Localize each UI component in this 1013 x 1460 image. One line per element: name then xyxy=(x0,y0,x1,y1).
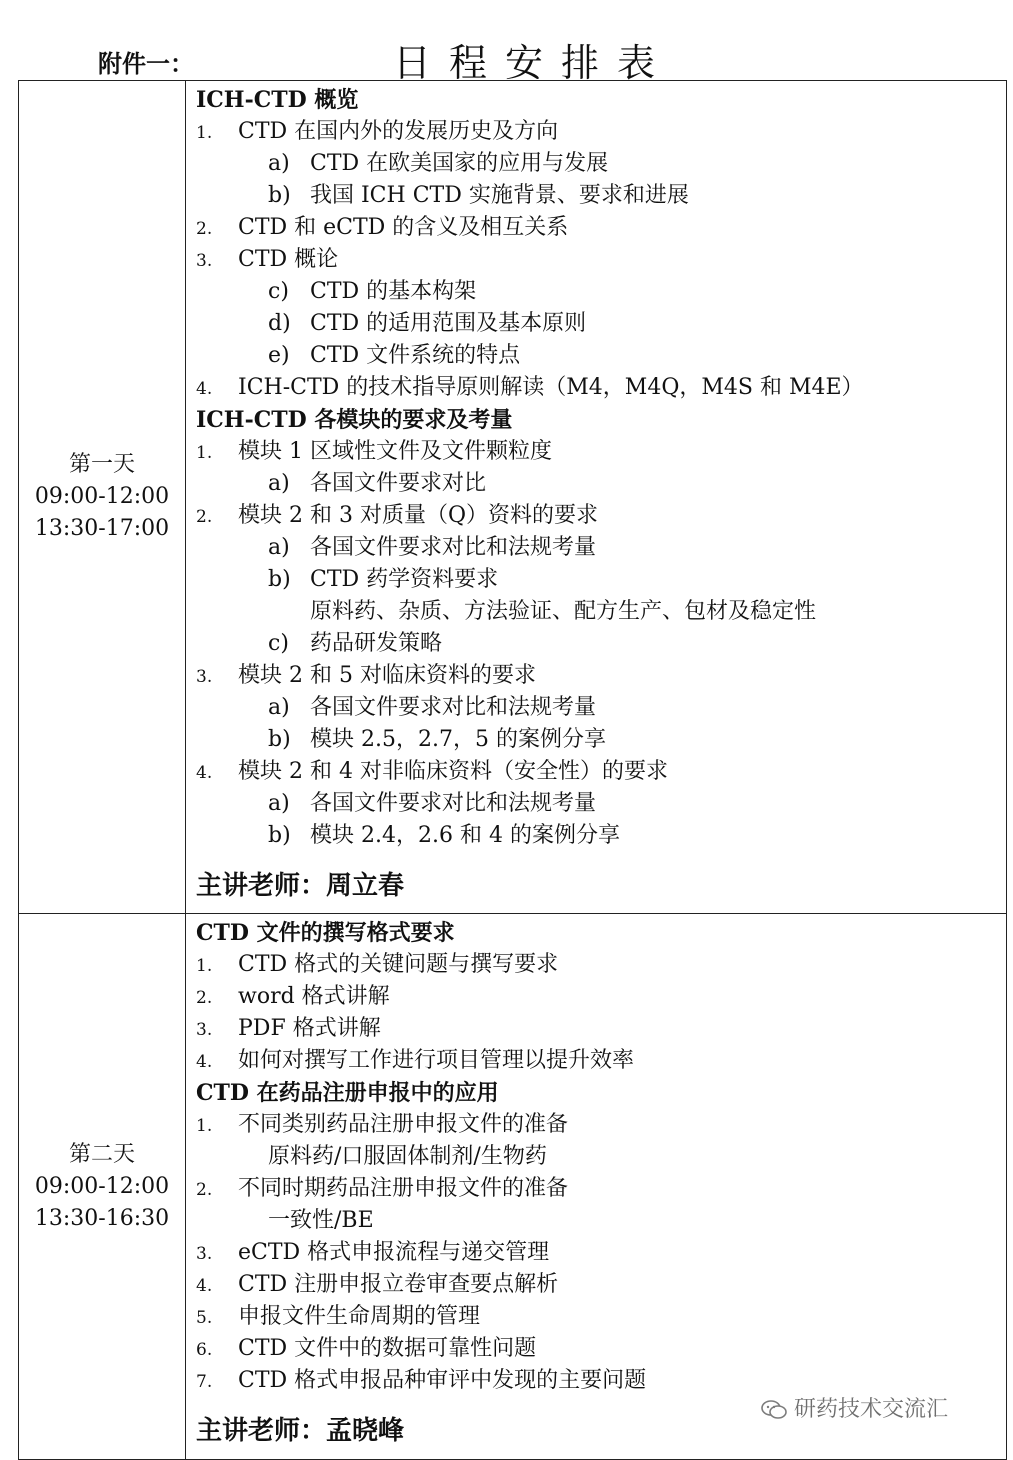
agenda-item xyxy=(196,1237,1006,1269)
agenda-item xyxy=(196,724,1006,756)
time-range: 13:30-16:30 xyxy=(34,1205,170,1231)
agenda-item xyxy=(196,1205,1006,1237)
time-range: 13:30-17:00 xyxy=(34,516,170,541)
item-number: 2. xyxy=(196,1180,213,1200)
item-letter: b) xyxy=(268,567,291,592)
agenda-cell xyxy=(186,81,1007,914)
agenda-item xyxy=(196,468,1006,500)
section-heading xyxy=(196,84,1006,116)
item-number: 2. xyxy=(196,988,213,1008)
item-letter: b) xyxy=(268,823,291,848)
agenda-item xyxy=(196,340,1006,372)
item-text: CTD 格式申报品种审评中发现的主要问题 xyxy=(238,1368,647,1393)
item-text: ICH-CTD 的技术指导原则解读（M4，M4Q，M4S 和 M4E） xyxy=(238,375,864,400)
item-text: 我国 ICH CTD 实施背景、要求和进展 xyxy=(310,183,689,208)
item-letter: a) xyxy=(268,535,290,560)
agenda-item xyxy=(196,692,1006,724)
agenda-list xyxy=(196,917,1006,1397)
schedule-table xyxy=(18,80,1007,1460)
item-text: 模块 2 和 3 对质量（Q）资料的要求 xyxy=(238,503,599,528)
item-number: 2. xyxy=(196,507,213,527)
item-text: CTD 概论 xyxy=(238,247,339,272)
agenda-item xyxy=(196,436,1006,468)
agenda-item xyxy=(196,628,1006,660)
item-letter: a) xyxy=(268,151,290,176)
teacher-label: 主讲老师：周立春 xyxy=(196,871,405,901)
item-number: 1. xyxy=(196,123,213,143)
item-text: CTD 在欧美国家的应用与发展 xyxy=(310,151,609,176)
item-number: 4. xyxy=(196,1276,213,1296)
item-number: 4. xyxy=(196,379,213,399)
watermark-text: 研药技术交流汇 xyxy=(794,1397,949,1422)
item-number: 7. xyxy=(196,1372,213,1392)
item-letter: a) xyxy=(268,791,290,816)
item-text: 模块 1 区域性文件及文件颗粒度 xyxy=(238,439,552,464)
item-number: 4. xyxy=(196,763,213,783)
agenda-item xyxy=(196,116,1006,148)
section-heading xyxy=(196,404,1006,436)
agenda-item xyxy=(196,756,1006,788)
agenda-item xyxy=(196,564,1006,596)
agenda-item xyxy=(196,532,1006,564)
page-title: 日程安排表 xyxy=(393,41,674,85)
item-text: 申报文件生命周期的管理 xyxy=(238,1304,481,1329)
agenda-item xyxy=(196,148,1006,180)
agenda-item xyxy=(196,212,1006,244)
section-heading xyxy=(196,1077,1006,1109)
time-range: 09:00-12:00 xyxy=(34,484,170,509)
item-number: 2. xyxy=(196,219,213,239)
time-range: 09:00-12:00 xyxy=(34,1173,170,1199)
item-text: word 格式讲解 xyxy=(238,984,390,1009)
item-text: CTD 和 eCTD 的含义及相互关系 xyxy=(238,215,569,240)
item-text: PDF 格式讲解 xyxy=(238,1016,381,1041)
item-text: 模块 2 和 4 对非临床资料（安全性）的要求 xyxy=(238,759,668,784)
item-text: CTD 药学资料要求 xyxy=(310,567,499,592)
item-text: ICH-CTD 概览 xyxy=(196,87,359,113)
item-number: 1. xyxy=(196,956,213,976)
watermark xyxy=(760,1392,948,1423)
item-text: CTD 的适用范围及基本原则 xyxy=(310,311,587,336)
item-number: 3. xyxy=(196,1020,213,1040)
attachment-label: 附件一： xyxy=(98,49,194,78)
item-number: 1. xyxy=(196,1116,213,1136)
item-number: 5. xyxy=(196,1308,213,1328)
agenda-item xyxy=(196,276,1006,308)
item-letter: a) xyxy=(268,695,290,720)
agenda-cell xyxy=(186,914,1007,1460)
item-letter: a) xyxy=(268,471,290,496)
agenda-item xyxy=(196,1013,1006,1045)
agenda-item xyxy=(196,788,1006,820)
item-text: 各国文件要求对比和法规考量 xyxy=(310,695,597,720)
agenda-item xyxy=(196,244,1006,276)
wechat-icon xyxy=(760,1399,788,1421)
item-text: CTD 注册申报立卷审查要点解析 xyxy=(238,1272,559,1297)
item-text: CTD 在国内外的发展历史及方向 xyxy=(238,119,559,144)
teacher-label: 主讲老师：孟晓峰 xyxy=(196,1416,405,1446)
agenda-item xyxy=(196,596,1006,628)
agenda-item xyxy=(196,1301,1006,1333)
item-number: 4. xyxy=(196,1052,213,1072)
item-number: 3. xyxy=(196,667,213,687)
item-text: 一致性/BE xyxy=(268,1208,374,1233)
agenda-item xyxy=(196,1173,1006,1205)
item-number: 3. xyxy=(196,251,213,271)
item-text: CTD 在药品注册申报中的应用 xyxy=(196,1080,499,1106)
item-text: 原料药/口服固体制剂/生物药 xyxy=(268,1144,547,1169)
item-text: CTD 文件中的数据可靠性问题 xyxy=(238,1336,537,1361)
item-text: 不同类别药品注册申报文件的准备 xyxy=(238,1112,569,1137)
agenda-item xyxy=(196,372,1006,404)
item-text: eCTD 格式申报流程与递交管理 xyxy=(238,1240,550,1265)
item-text: 各国文件要求对比和法规考量 xyxy=(310,535,597,560)
item-text: 药品研发策略 xyxy=(310,631,443,656)
agenda-item xyxy=(196,981,1006,1013)
agenda-item xyxy=(196,1333,1006,1365)
agenda-item xyxy=(196,1269,1006,1301)
item-text: CTD 文件的撰写格式要求 xyxy=(196,920,455,946)
item-number: 3. xyxy=(196,1244,213,1264)
item-text: 各国文件要求对比 xyxy=(310,471,487,496)
item-letter: e) xyxy=(268,343,290,368)
item-text: 如何对撰写工作进行项目管理以提升效率 xyxy=(238,1048,635,1073)
agenda-item xyxy=(196,1045,1006,1077)
item-letter: c) xyxy=(268,631,289,656)
day-cell xyxy=(19,81,186,914)
agenda-item xyxy=(196,308,1006,340)
day-label: 第二天 xyxy=(68,1141,135,1167)
agenda-item xyxy=(196,949,1006,981)
section-heading xyxy=(196,917,1006,949)
item-text: CTD 文件系统的特点 xyxy=(310,343,521,368)
item-number: 6. xyxy=(196,1340,213,1360)
item-letter: b) xyxy=(268,727,291,752)
agenda-item xyxy=(196,1141,1006,1173)
agenda-item xyxy=(196,180,1006,212)
item-text: 各国文件要求对比和法规考量 xyxy=(310,791,597,816)
item-text: CTD 的基本构架 xyxy=(310,279,477,304)
item-number: 1. xyxy=(196,443,213,463)
item-letter: d) xyxy=(268,311,291,336)
item-letter: c) xyxy=(268,279,289,304)
item-letter: b) xyxy=(268,183,291,208)
agenda-list xyxy=(196,84,1006,852)
item-text: 原料药、杂质、方法验证、配方生产、包材及稳定性 xyxy=(310,599,817,624)
day-label: 第一天 xyxy=(68,452,135,477)
item-text: ICH-CTD 各模块的要求及考量 xyxy=(196,407,513,433)
item-text: 模块 2 和 5 对临床资料的要求 xyxy=(238,663,536,688)
item-text: 模块 2.4，2.6 和 4 的案例分享 xyxy=(310,823,620,848)
item-text: 不同时期药品注册申报文件的准备 xyxy=(238,1176,569,1201)
agenda-item xyxy=(196,1109,1006,1141)
schedule-row-day1 xyxy=(19,81,1007,914)
schedule-row-day2 xyxy=(19,914,1007,1460)
item-text: 模块 2.5，2.7，5 的案例分享 xyxy=(310,727,606,752)
item-text: CTD 格式的关键问题与撰写要求 xyxy=(238,952,559,977)
agenda-item xyxy=(196,820,1006,852)
agenda-item xyxy=(196,500,1006,532)
day-cell xyxy=(19,914,186,1460)
agenda-item xyxy=(196,660,1006,692)
